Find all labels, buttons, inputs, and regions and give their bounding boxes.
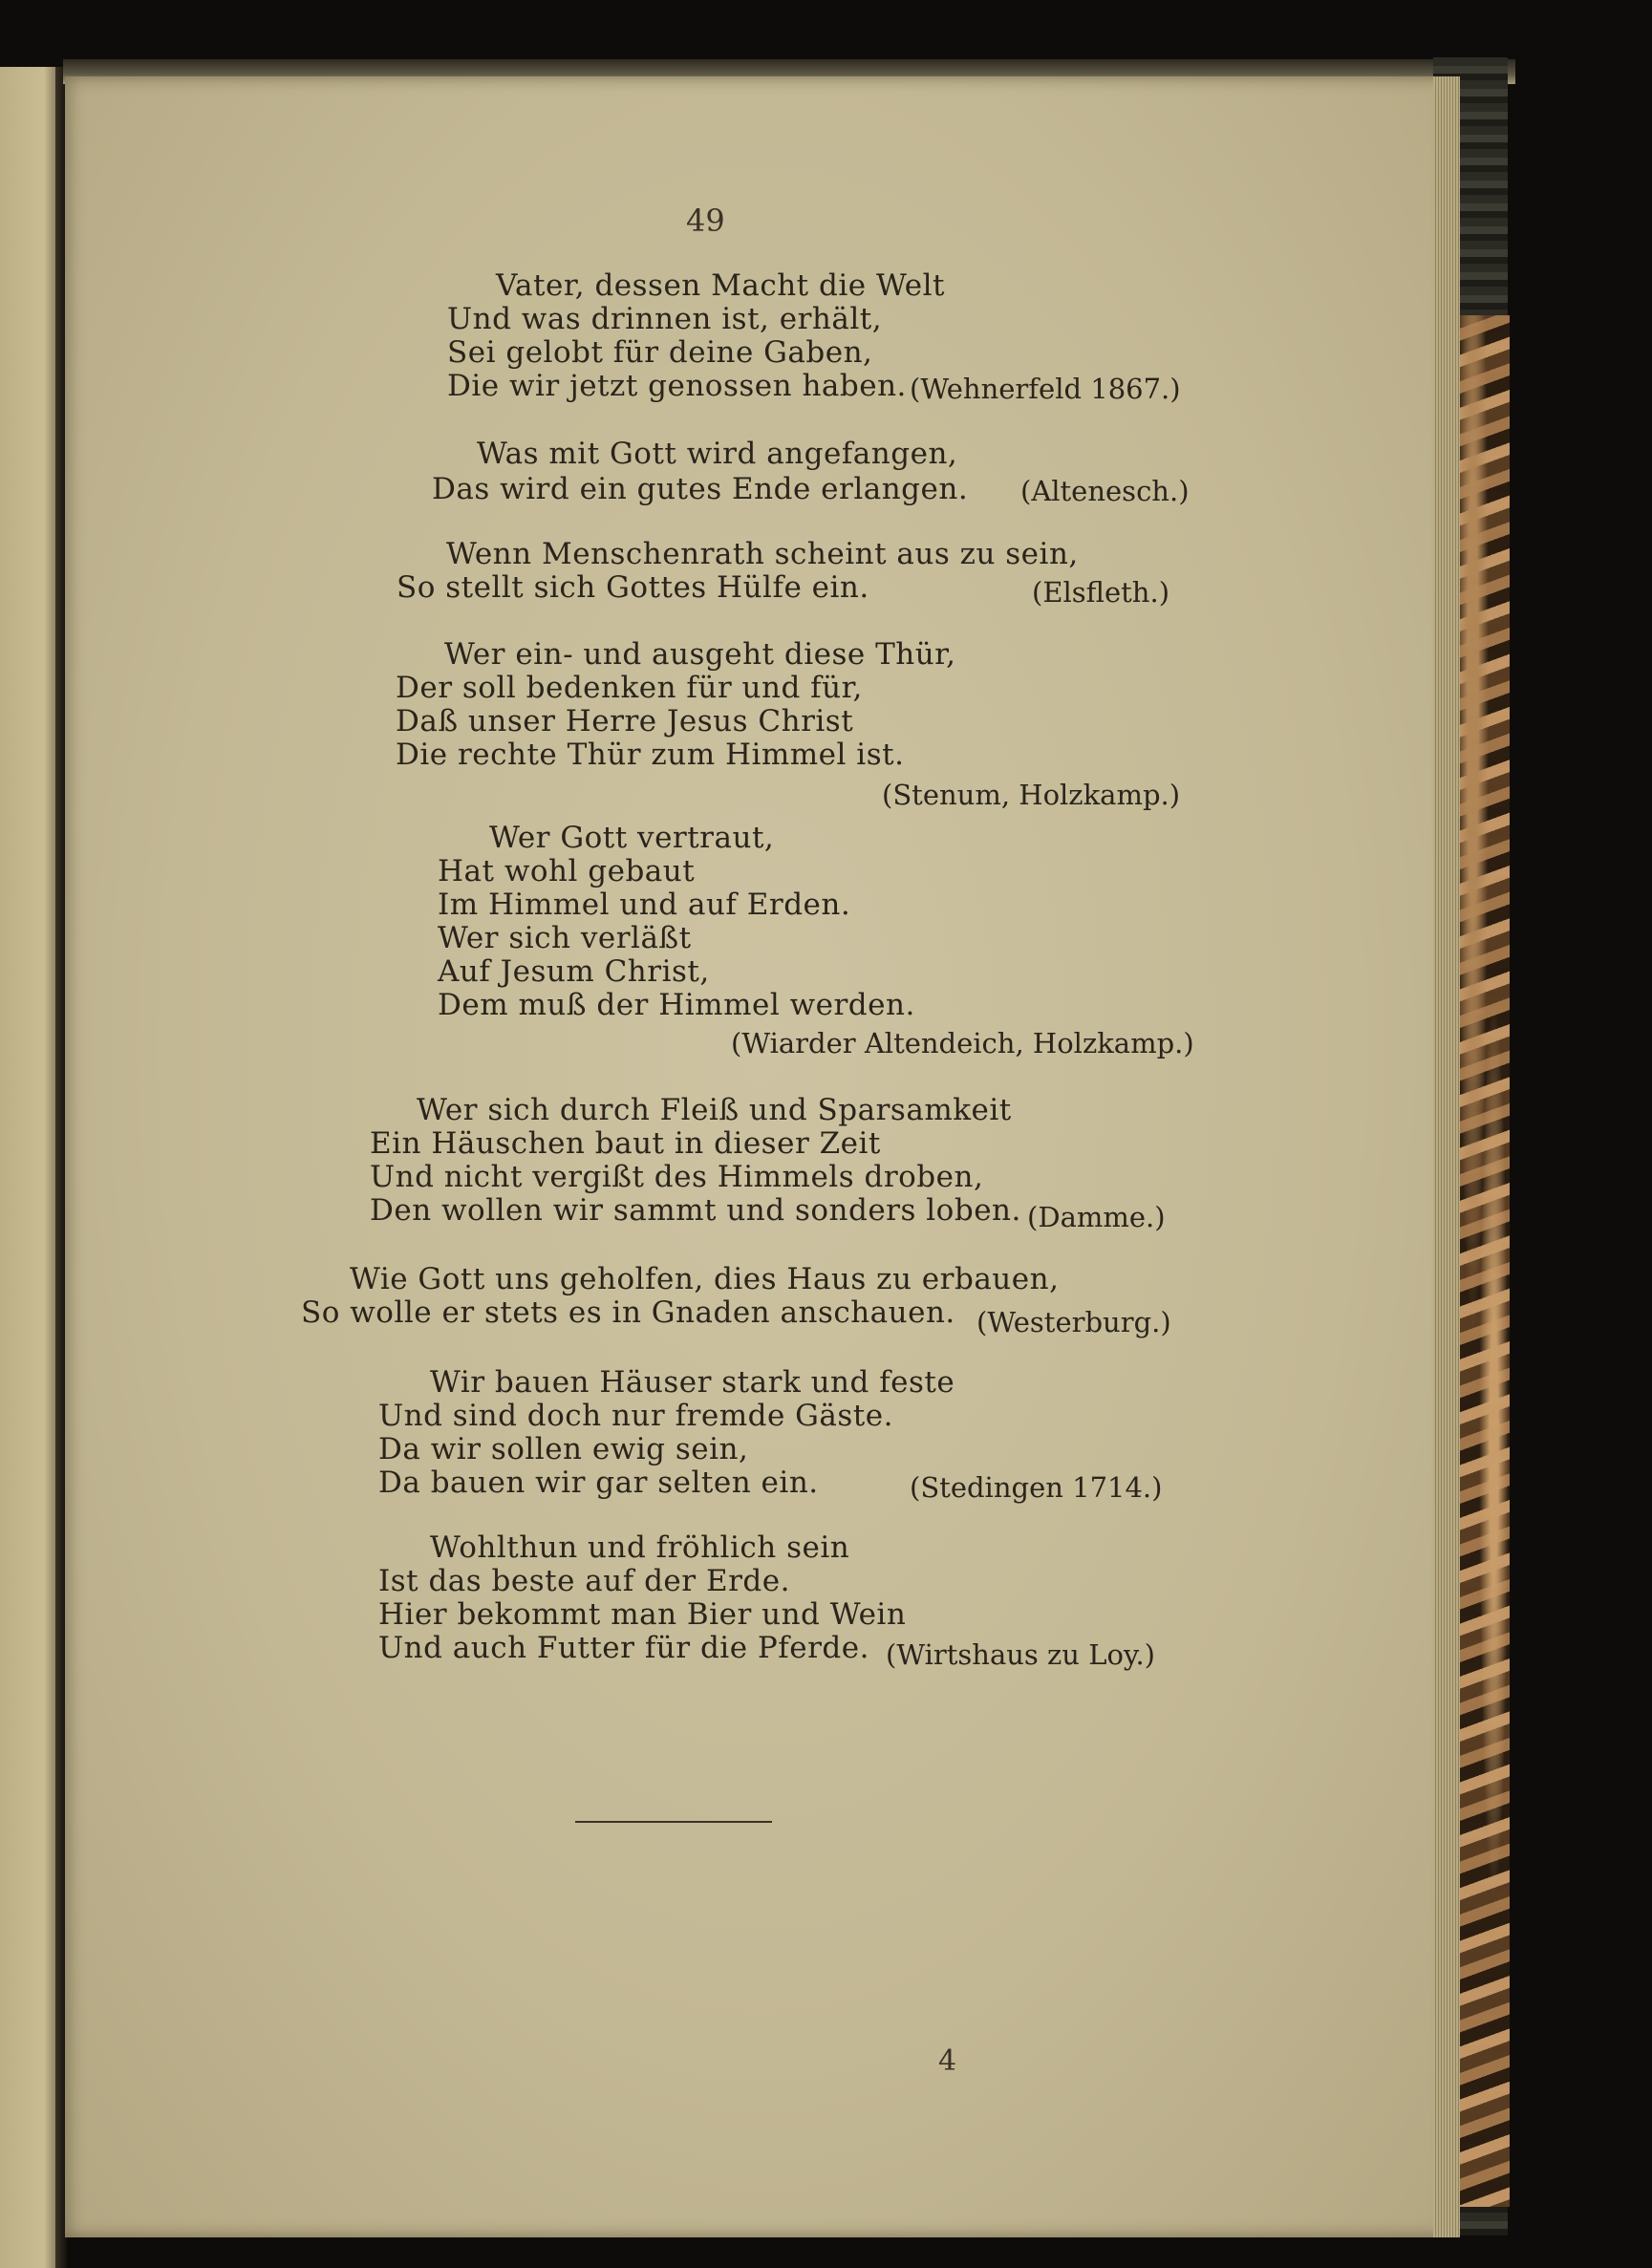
verse-line: Wer Gott vertraut, bbox=[489, 821, 775, 855]
verse-source: (Altenesch.) bbox=[1020, 475, 1190, 507]
verse-line: Und sind doch nur fremde Gäste. bbox=[378, 1399, 893, 1433]
verse-line: So stellt sich Gottes Hülfe ein. bbox=[397, 570, 869, 605]
left-page-edge bbox=[0, 67, 63, 2268]
verse-line: Hier bekommt man Bier und Wein bbox=[378, 1597, 907, 1632]
verse-line: Und auch Futter für die Pferde. bbox=[378, 1631, 869, 1665]
verse-line: Wie Gott uns geholfen, dies Haus zu erbauen, bbox=[350, 1262, 1060, 1296]
verse-line: Ein Häuschen baut in dieser Zeit bbox=[370, 1126, 881, 1161]
verse-line: Und nicht vergißt des Himmels droben, bbox=[370, 1160, 984, 1194]
verse-line: Wohlthun und fröhlich sein bbox=[430, 1530, 850, 1565]
verse-line: Wir bauen Häuser stark und feste bbox=[430, 1365, 955, 1400]
page-stack-edges bbox=[1433, 76, 1460, 2237]
verse-line: Das wird ein gutes Ende erlangen. bbox=[432, 472, 969, 506]
verse-source: (Wirtshaus zu Loy.) bbox=[886, 1638, 1155, 1671]
page-number: 49 bbox=[686, 203, 725, 239]
verse-source: (Stenum, Holzkamp.) bbox=[882, 779, 1181, 811]
verse-line: Dem muß der Himmel werden. bbox=[438, 988, 915, 1022]
section-rule bbox=[575, 1821, 772, 1823]
verse-line: Hat wohl gebaut bbox=[438, 854, 696, 888]
verse-line: Den wollen wir sammt und sonders loben. bbox=[370, 1193, 1021, 1228]
verse-line: Da bauen wir gar selten ein. bbox=[378, 1466, 819, 1500]
verse-line: Daß unser Herre Jesus Christ bbox=[396, 704, 854, 738]
verse-source: (Stedingen 1714.) bbox=[910, 1471, 1163, 1504]
verse-line: Der soll bedenken für und für, bbox=[396, 671, 863, 705]
marbled-endpaper bbox=[1457, 315, 1510, 2207]
verse-line: Und was drinnen ist, erhält, bbox=[447, 302, 883, 336]
verse-source: (Wiarder Altendeich, Holzkamp.) bbox=[731, 1027, 1194, 1059]
verse-source: (Damme.) bbox=[1027, 1201, 1166, 1233]
verse-line: Wer ein- und ausgeht diese Thür, bbox=[444, 637, 956, 672]
verse-line: Im Himmel und auf Erden. bbox=[438, 888, 851, 922]
verse-line: Vater, dessen Macht die Welt bbox=[496, 268, 945, 303]
verse-line: Was mit Gott wird angefangen, bbox=[477, 437, 958, 471]
verse-line: Sei gelobt für deine Gaben, bbox=[447, 335, 873, 370]
verse-source: (Elsfleth.) bbox=[1032, 576, 1170, 609]
verse-line: Wer sich durch Fleiß und Sparsamkeit bbox=[417, 1093, 1012, 1127]
verse-source: (Wehnerfeld 1867.) bbox=[910, 373, 1181, 405]
signature-mark: 4 bbox=[938, 2044, 957, 2078]
verse-line: Auf Jesum Christ, bbox=[438, 954, 710, 989]
verse-line: Die wir jetzt genossen haben. bbox=[447, 369, 907, 403]
verse-line: Da wir sollen ewig sein, bbox=[378, 1432, 749, 1466]
verse-source: (Westerburg.) bbox=[976, 1306, 1171, 1338]
verse-line: Wer sich verläßt bbox=[438, 921, 692, 955]
verse-line: Wenn Menschenrath scheint aus zu sein, bbox=[446, 537, 1079, 571]
verse-line: So wolle er stets es in Gnaden anschauen. bbox=[301, 1295, 955, 1330]
verse-line: Die rechte Thür zum Himmel ist. bbox=[396, 738, 905, 772]
verse-line: Ist das beste auf der Erde. bbox=[378, 1564, 790, 1598]
